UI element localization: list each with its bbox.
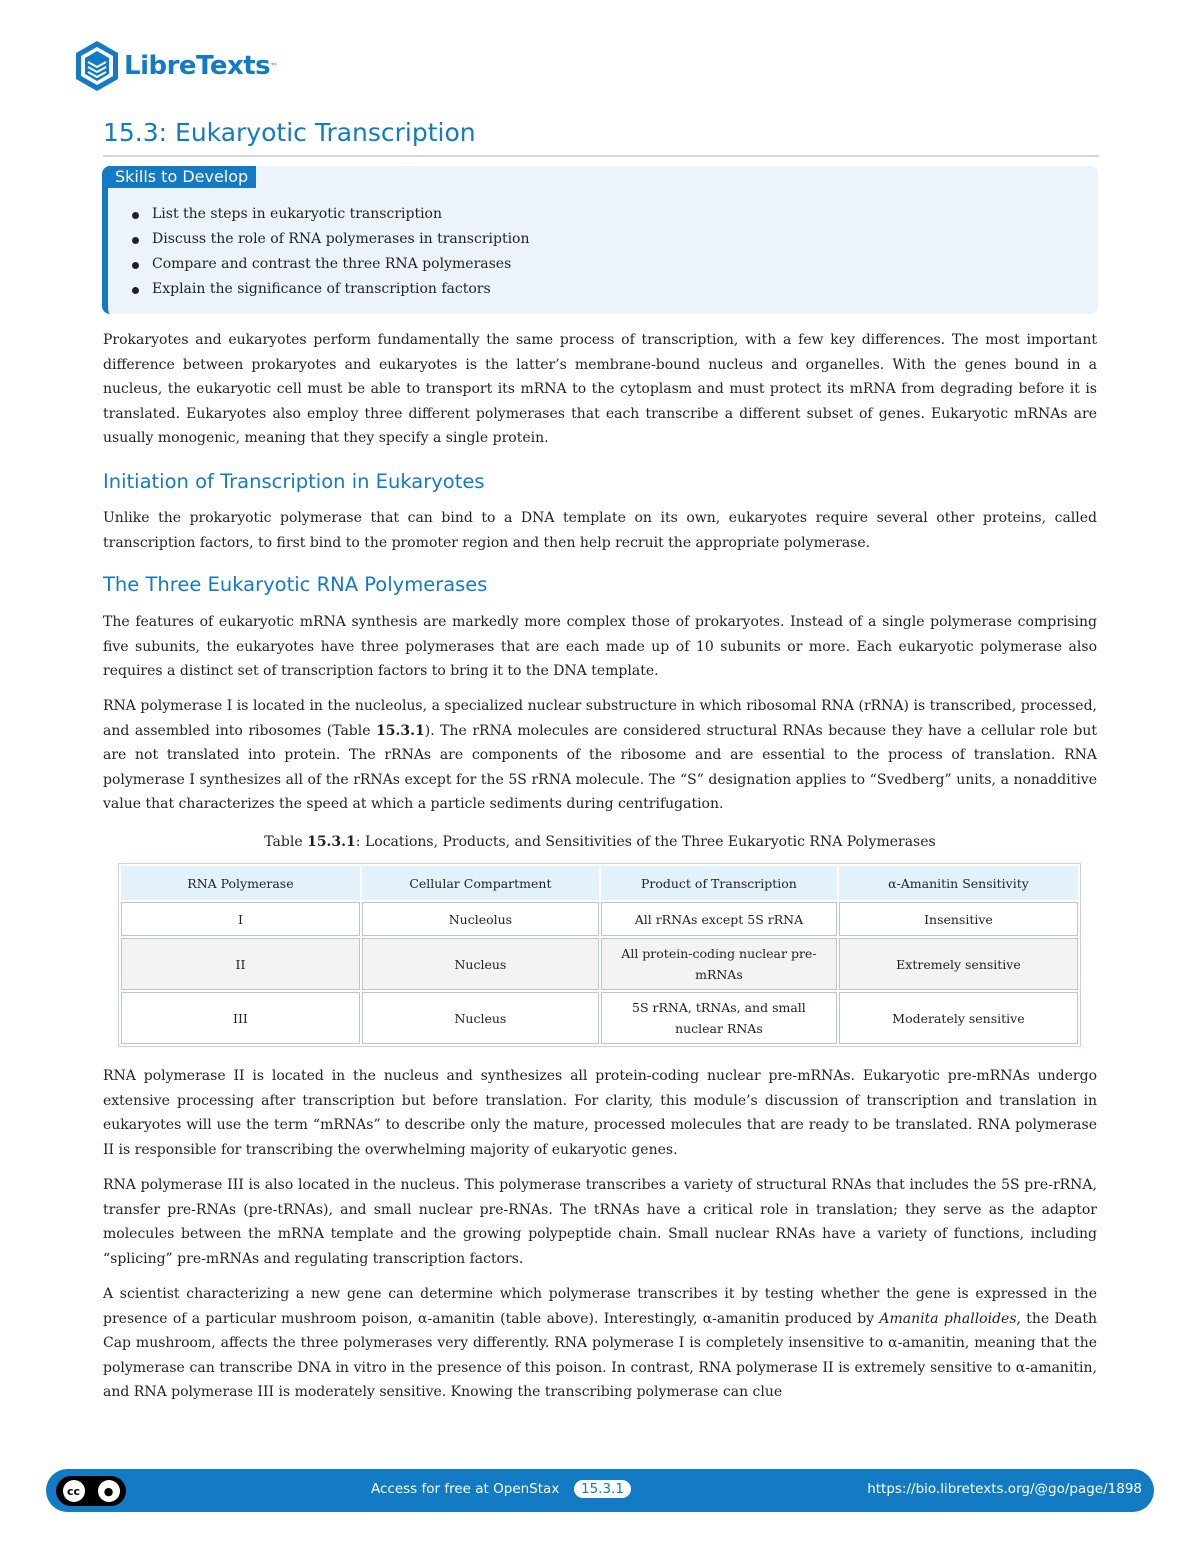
table-cell: Nucleolus bbox=[362, 902, 599, 936]
table-cell: Extremely sensitive bbox=[839, 938, 1078, 990]
table-caption bbox=[103, 830, 1097, 854]
skills-list-item: Compare and contrast the three RNA polymerases bbox=[132, 252, 530, 277]
table-cell: Nucleus bbox=[362, 938, 599, 990]
table-header-cell: α-Amanitin Sensitivity bbox=[839, 866, 1078, 900]
cc-license-badge[interactable] bbox=[56, 1476, 126, 1506]
cc-icon: cc bbox=[63, 1480, 85, 1502]
page-url-link[interactable]: https://bio.libretexts.org/@go/page/1898 bbox=[867, 1481, 1142, 1497]
by-icon: ● bbox=[98, 1480, 120, 1502]
skills-list bbox=[132, 202, 530, 302]
rna-pol-1-text-a: RNA polymerase I is located in the nucleolus, a specialized nuclear substructure in which ribosomal RNA (rRNA) is transcribed, processed, and assembled into ribosomes (Table bbox=[103, 698, 1097, 739]
table-cell: Insensitive bbox=[839, 902, 1078, 936]
page-number-badge: 15.3.1 bbox=[574, 1480, 631, 1498]
table-cell: Moderately sensitive bbox=[839, 992, 1078, 1044]
amanitin-text-a: A scientist characterizing a new gene can determine which polymerase transcribes it by testing whether the gene is expressed in the presence of a particular mushroom poison, α-amanitin (table above). Interestingly, α-amanitin produced by bbox=[103, 1286, 1097, 1327]
rna-pol-2-paragraph: RNA polymerase II is located in the nucleus and synthesizes all protein-coding nuclear pre-mRNAs. Eukaryotic pre-mRNAs undergo extensive processing after transcription but before translation. For clarity, this module’s discussion of transcription and translation in eukaryotes will use the term “mRNAs” to describe only the mature, processed molecules that are ready to be translated. RNA polymerase II is responsible for transcribing the overwhelming majority of eukaryotic genes. bbox=[103, 1068, 1097, 1158]
page-title: 15.3: Eukaryotic Transcription bbox=[103, 118, 476, 147]
caption-number: 15.3.1 bbox=[307, 834, 356, 850]
table-cell: All rRNAs except 5S rRNA bbox=[601, 902, 837, 936]
section-heading-initiation: Initiation of Transcription in Eukaryotes bbox=[103, 470, 485, 493]
skills-list-item: Explain the significance of transcription factors bbox=[132, 277, 530, 302]
rna-pol-1-text-b: ). The rRNA molecules are considered structural RNAs because they have a cellular role but are not translated into protein. The rRNAs are components of the ribosome and are essential to the process of translation. RNA polymerase I synthesizes all of the rRNAs except for the 5S rRNA molecule. The “S” designation applies to “Svedberg” units, a nonadditive value that characterizes the speed at which a particle sediments during centrifugation. bbox=[103, 722, 1097, 812]
section-heading-polymerases: The Three Eukaryotic RNA Polymerases bbox=[103, 573, 488, 596]
libretexts-logo-icon bbox=[74, 40, 120, 92]
logo-text: LibreTexts bbox=[124, 51, 271, 81]
table-row bbox=[121, 992, 1078, 1044]
rna-pol-1-paragraph bbox=[103, 694, 1097, 817]
species-name: Amanita phalloides bbox=[879, 1310, 1017, 1327]
table-cell: I bbox=[121, 902, 360, 936]
skills-list-item: List the steps in eukaryotic transcription bbox=[132, 202, 530, 227]
rna-polymerase-table bbox=[118, 863, 1081, 1047]
libretexts-logo[interactable] bbox=[74, 40, 278, 92]
table-cell: All protein-coding nuclear pre-mRNAs bbox=[601, 938, 837, 990]
table-row bbox=[121, 938, 1078, 990]
table-header-cell: Cellular Compartment bbox=[362, 866, 599, 900]
amanitin-paragraph bbox=[103, 1282, 1097, 1405]
table-cell: Nucleus bbox=[362, 992, 599, 1044]
caption-text: : Locations, Products, and Sensitivities of the Three Eukaryotic RNA Polymerases bbox=[355, 834, 936, 850]
logo-trademark: ™ bbox=[270, 61, 279, 71]
table-row bbox=[121, 902, 1078, 936]
skills-label: Skills to Develop bbox=[108, 166, 256, 188]
skills-list-item: Discuss the role of RNA polymerases in transcription bbox=[132, 227, 530, 252]
page-footer bbox=[46, 1469, 1154, 1512]
intro-paragraph: Prokaryotes and eukaryotes perform fundamentally the same process of transcription, with a few key differences. The most important difference between prokaryotes and eukaryotes is the latter’s membrane-bound nucleus and organelles. With the genes bound in a nucleus, the eukaryotic cell must be able to transport its mRNA to the cytoplasm and must protect its mRNA from degrading before it is translated. Eukaryotes also employ three different polymerases that each transcribe a different subset of genes. Eukaryotic mRNAs are usually monogenic, meaning that they specify a single protein. bbox=[103, 332, 1097, 446]
initiation-paragraph: Unlike the prokaryotic polymerase that can bind to a DNA template on its own, eukaryotes require several other proteins, called transcription factors, to first bind to the promoter region and then help recruit the appropriate polymerase. bbox=[103, 510, 1097, 551]
amanitin-text-b: , the Death Cap mushroom, affects the three polymerases very differently. RNA polymerase I is completely insensitive to α-amanitin, meaning that the polymerase can transcribe DNA in vitro in the presence of this poison. In contrast, RNA polymerase II is extremely sensitive to α-amanitin, and RNA polymerase III is moderately sensitive. Knowing the transcribing polymerase can clue bbox=[103, 1310, 1097, 1400]
caption-prefix: Table bbox=[264, 834, 308, 850]
skills-to-develop-box bbox=[102, 166, 1098, 314]
table-reference-link[interactable]: 15.3.1 bbox=[376, 722, 425, 739]
table-header-cell: RNA Polymerase bbox=[121, 866, 360, 900]
table-cell: 5S rRNA, tRNAs, and small nuclear RNAs bbox=[601, 992, 837, 1044]
rna-pol-3-paragraph: RNA polymerase III is also located in the nucleus. This polymerase transcribes a variety of structural RNAs that includes the 5S pre-rRNA, transfer pre-RNAs (pre-tRNAs), and small nuclear pre-RNAs. The tRNAs have a critical role in translation; they serve as the adaptor molecules between the mRNA template and the growing polypeptide chain. Small nuclear RNAs have a variety of functions, including “splicing” pre-mRNAs and regulating transcription factors. bbox=[103, 1177, 1097, 1267]
polymerases-paragraph: The features of eukaryotic mRNA synthesis are markedly more complex those of prokaryotes. Instead of a single polymerase comprising five subunits, the eukaryotes have three polymerases that are each made up of 10 subunits or more. Each eukaryotic polymerase also requires a distinct set of transcription factors to bring it to the DNA template. bbox=[103, 614, 1097, 679]
table-cell: III bbox=[121, 992, 360, 1044]
access-openstax-link[interactable]: Access for free at OpenStax bbox=[371, 1481, 560, 1497]
table-cell: II bbox=[121, 938, 360, 990]
table-header-cell: Product of Transcription bbox=[601, 866, 837, 900]
table-header-row bbox=[121, 866, 1078, 900]
title-divider bbox=[103, 155, 1099, 157]
